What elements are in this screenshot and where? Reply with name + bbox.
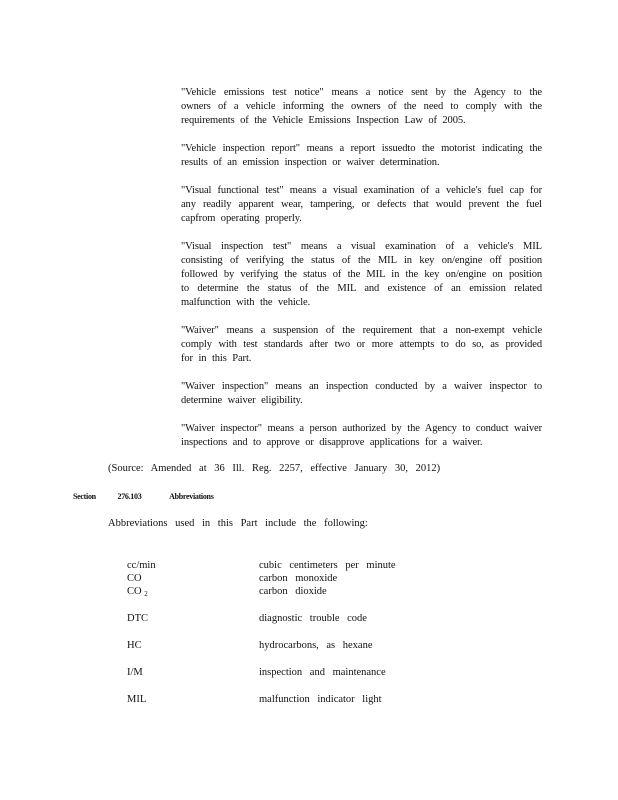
abbreviation-term: HC xyxy=(127,640,142,651)
abbreviation-term-base: CO xyxy=(127,586,142,597)
abbreviation-term-subscript: 2 xyxy=(144,590,148,598)
abbreviation-row xyxy=(127,612,447,625)
abbreviation-row xyxy=(127,559,447,572)
abbreviation-row xyxy=(127,585,447,598)
abbreviation-meaning: malfunction indicator light xyxy=(259,694,382,705)
definition-waiver: "Waiver" means a suspension of the requirement that a non-exempt vehicle comply with test standards after two or more attempts to do so, as provided for in this Part. xyxy=(181,325,542,364)
abbreviations-intro: Abbreviations used in this Part include the following: xyxy=(108,518,368,529)
abbreviation-meaning: carbon dioxide xyxy=(259,586,327,597)
abbreviation-row xyxy=(127,572,447,585)
abbreviation-meaning: inspection and maintenance xyxy=(259,667,386,678)
abbreviation-term: I/M xyxy=(127,667,143,678)
abbreviation-row xyxy=(127,693,447,706)
definition-visual-inspection-test: "Visual inspection test" means a visual examination of a vehicle's MIL consisting of verifying the status of the MIL in key on/engine off position followed by verifying the status of the MIL in the key on/engine on position to determine the status of the MIL and existence of an emission related malfunction with the vehicle. xyxy=(181,241,542,308)
abbreviation-row xyxy=(127,666,447,679)
definitions-list xyxy=(181,86,542,450)
abbreviation-term: DTC xyxy=(127,613,148,624)
abbreviation-meaning: carbon monoxide xyxy=(259,573,338,584)
abbreviation-term: cc/min xyxy=(127,560,156,571)
section-title: Abbreviations xyxy=(169,492,214,501)
abbreviation-term: MIL xyxy=(127,694,147,705)
abbreviation-meaning: hydrocarbons, as hexane xyxy=(259,640,373,651)
source-note: (Source: Amended at 36 Ill. Reg. 2257, effective January 30, 2012) xyxy=(108,463,441,474)
abbreviation-row xyxy=(127,639,447,652)
abbreviation-term xyxy=(127,585,148,601)
abbreviation-meaning: cubic centimeters per minute xyxy=(259,560,396,571)
abbreviation-term: CO xyxy=(127,573,142,584)
definition-visual-functional-test: "Visual functional test" means a visual examination of a vehicle's fuel cap for any readily apparent wear, tampering, or defects that would prevent the fuel capfrom operating properly. xyxy=(181,185,542,224)
section-number: 276.103 xyxy=(117,492,142,501)
abbreviation-meaning: diagnostic trouble code xyxy=(259,613,367,624)
section-label: Section xyxy=(73,492,96,501)
definition-waiver-inspector: "Waiver inspector" means a person authorized by the Agency to conduct waiver inspections and to approve or disapprove applications for a waiver. xyxy=(181,423,542,448)
abbreviations-list xyxy=(127,559,447,706)
section-heading xyxy=(73,492,214,501)
definition-vehicle-emissions-test-notice: "Vehicle emissions test notice" means a notice sent by the Agency to the owners of a vehicle informing the owners of the need to comply with the requirements of the Vehicle Emissions Inspection Law of 2005. xyxy=(181,87,542,126)
definition-waiver-inspection: "Waiver inspection" means an inspection conducted by a waiver inspector to determine waiver eligibility. xyxy=(181,381,542,406)
definition-vehicle-inspection-report: "Vehicle inspection report" means a report issuedto the motorist indicating the results of an emission inspection or waiver determination. xyxy=(181,143,542,168)
